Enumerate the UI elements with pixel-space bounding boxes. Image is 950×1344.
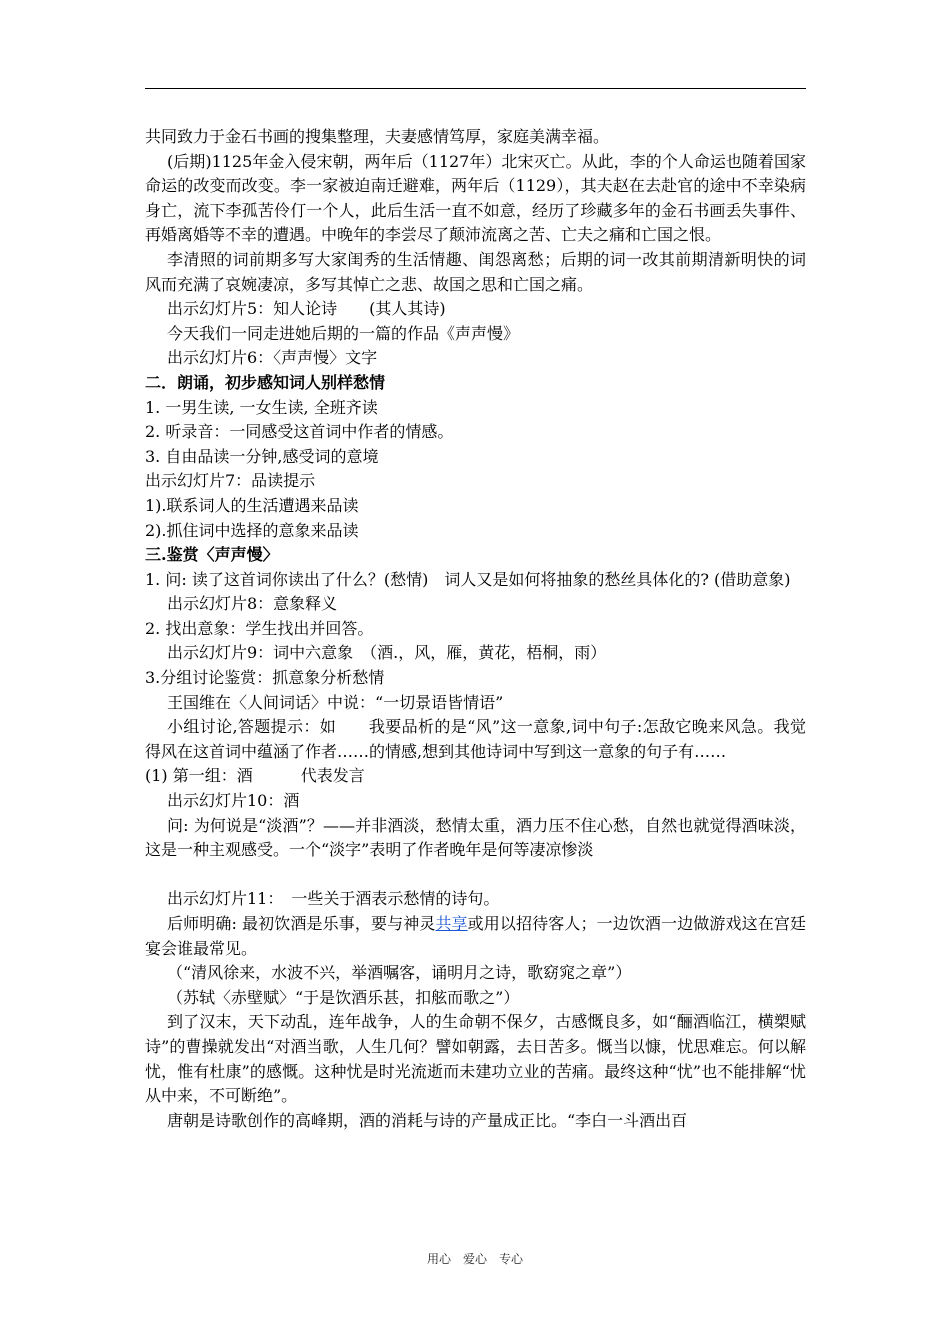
paragraph: 唐朝是诗歌创作的高峰期，酒的消耗与诗的产量成正比。“李白一斗酒出百	[167, 1110, 688, 1130]
paragraph: 2. 听录音：一同感受这首词中作者的情感。	[145, 422, 454, 442]
paragraph: 出示幻灯片9：词中六意象 （酒.，风，雁，黄花，梧桐，雨）	[167, 643, 607, 663]
paragraph: 出示幻灯片11： 一些关于酒表示愁情的诗句。	[167, 889, 500, 909]
paragraph: （“清风徐来，水波不兴，举酒嘱客，诵明月之诗，歌窈窕之章”）	[167, 963, 632, 983]
paragraph: （苏轼〈赤壁赋〉“于是饮酒乐甚，扣舷而歌之”）	[167, 987, 520, 1007]
paragraph: 出示幻灯片5：知人论诗 (其人其诗)	[167, 299, 446, 319]
paragraph: 小组讨论,答题提示：如 我要品析的是“风”这一意象,词中句子:怎敌它晚来风急。我觉得风在这首词中蕴涵了作者……的情感,想到其他诗词中写到这一意象的句子有……	[145, 717, 806, 761]
blank-line	[145, 863, 806, 888]
paragraph: 出示幻灯片6：〈声声慢〉文字	[167, 348, 378, 368]
paragraph: 出示幻灯片7：品读提示	[145, 471, 316, 491]
inline-link[interactable]: 共享	[435, 914, 468, 933]
paragraph: 2).抓住词中选择的意象来品读	[145, 520, 359, 540]
paragraph: 1. 一男生读, 一女生读, 全班齐读	[145, 397, 378, 417]
paragraph: 3. 自由品读一分钟,感受词的意境	[145, 446, 379, 466]
paragraph: 出示幻灯片8：意象释义	[167, 594, 338, 614]
paragraph: 王国维在〈人间词话〉中说：“一切景语皆情语”	[167, 692, 504, 712]
paragraph: 李清照的词前期多写大家闺秀的生活情趣、闺怨离愁；后期的词一改其前期清新明快的词风而充满了哀婉凄凉，多写其悼亡之悲、故国之思和亡国之痛。	[145, 249, 806, 294]
paragraph: 到了汉末，天下动乱，连年战争，人的生命朝不保夕，古感慨良多，如“酾酒临江，横槊赋诗”的曹操就发出“对酒当歌，人生几何？譬如朝露，去日苦多。慨当以慷，忧思难忘。何以解忧，惟有杜康”的感慨。这种忧是时光流逝而未建功立业的苦痛。最终这种“忧”也不能排解“忧从中来，不可断绝”。	[145, 1012, 806, 1106]
header-rule	[145, 88, 806, 89]
paragraph: 1. 问: 读了这首词你读出了什么？(愁情) 词人又是如何将抽象的愁丝具体化的? (借助意象)	[145, 569, 791, 589]
paragraph: 问: 为何说是“淡酒”？——并非酒淡，愁情太重，酒力压不住心愁，自然也就觉得酒味淡，这是一种主观感受。一个“淡字”表明了作者晚年是何等凄凉惨淡	[145, 815, 806, 860]
paragraph-text: 或用以招待客人；一边饮酒一边做游戏这在宫廷宴会谁最常见。	[145, 914, 806, 958]
document-body	[145, 125, 806, 1133]
section-heading: 三.鉴赏〈声声慢〉	[145, 545, 279, 565]
paragraph: 3.分组讨论鉴赏：抓意象分析愁情	[145, 668, 385, 688]
page-footer: 用心 爱心 专心	[426, 1252, 523, 1266]
paragraph	[145, 912, 806, 961]
paragraph-text: 后师明确: 最初饮酒是乐事，要与神灵	[167, 914, 436, 933]
paragraph: 1).联系词人的生活遭遇来品读	[145, 495, 359, 515]
paragraph: (后期)1125年金入侵宋朝，两年后（1127年）北宋灭亡。从此，李的个人命运也随着国家命运的改变而改变。李一家被迫南迁避难，两年后（1129），其夫赵在去赴官的途中不幸染病身亡，流下李孤苦伶仃一个人，此后生活一直不如意，经历了珍藏多年的金石书画丢失事件、再婚离婚等不幸的遭遇。中晚年的李尝尽了颠沛流离之苦、亡夫之痛和亡国之恨。	[145, 151, 806, 245]
section-heading: 二．朗诵，初步感知词人别样愁情	[145, 372, 386, 392]
paragraph: 共同致力于金石书画的搜集整理，夫妻感情笃厚，家庭美满幸福。	[145, 127, 610, 146]
paragraph: (1) 第一组：酒 代表发言	[145, 766, 365, 786]
paragraph: 今天我们一同走进她后期的一篇的作品《声声慢》	[167, 323, 520, 343]
paragraph: 出示幻灯片10：酒	[167, 791, 300, 811]
paragraph: 2. 找出意象：学生找出并回答。	[145, 618, 374, 638]
